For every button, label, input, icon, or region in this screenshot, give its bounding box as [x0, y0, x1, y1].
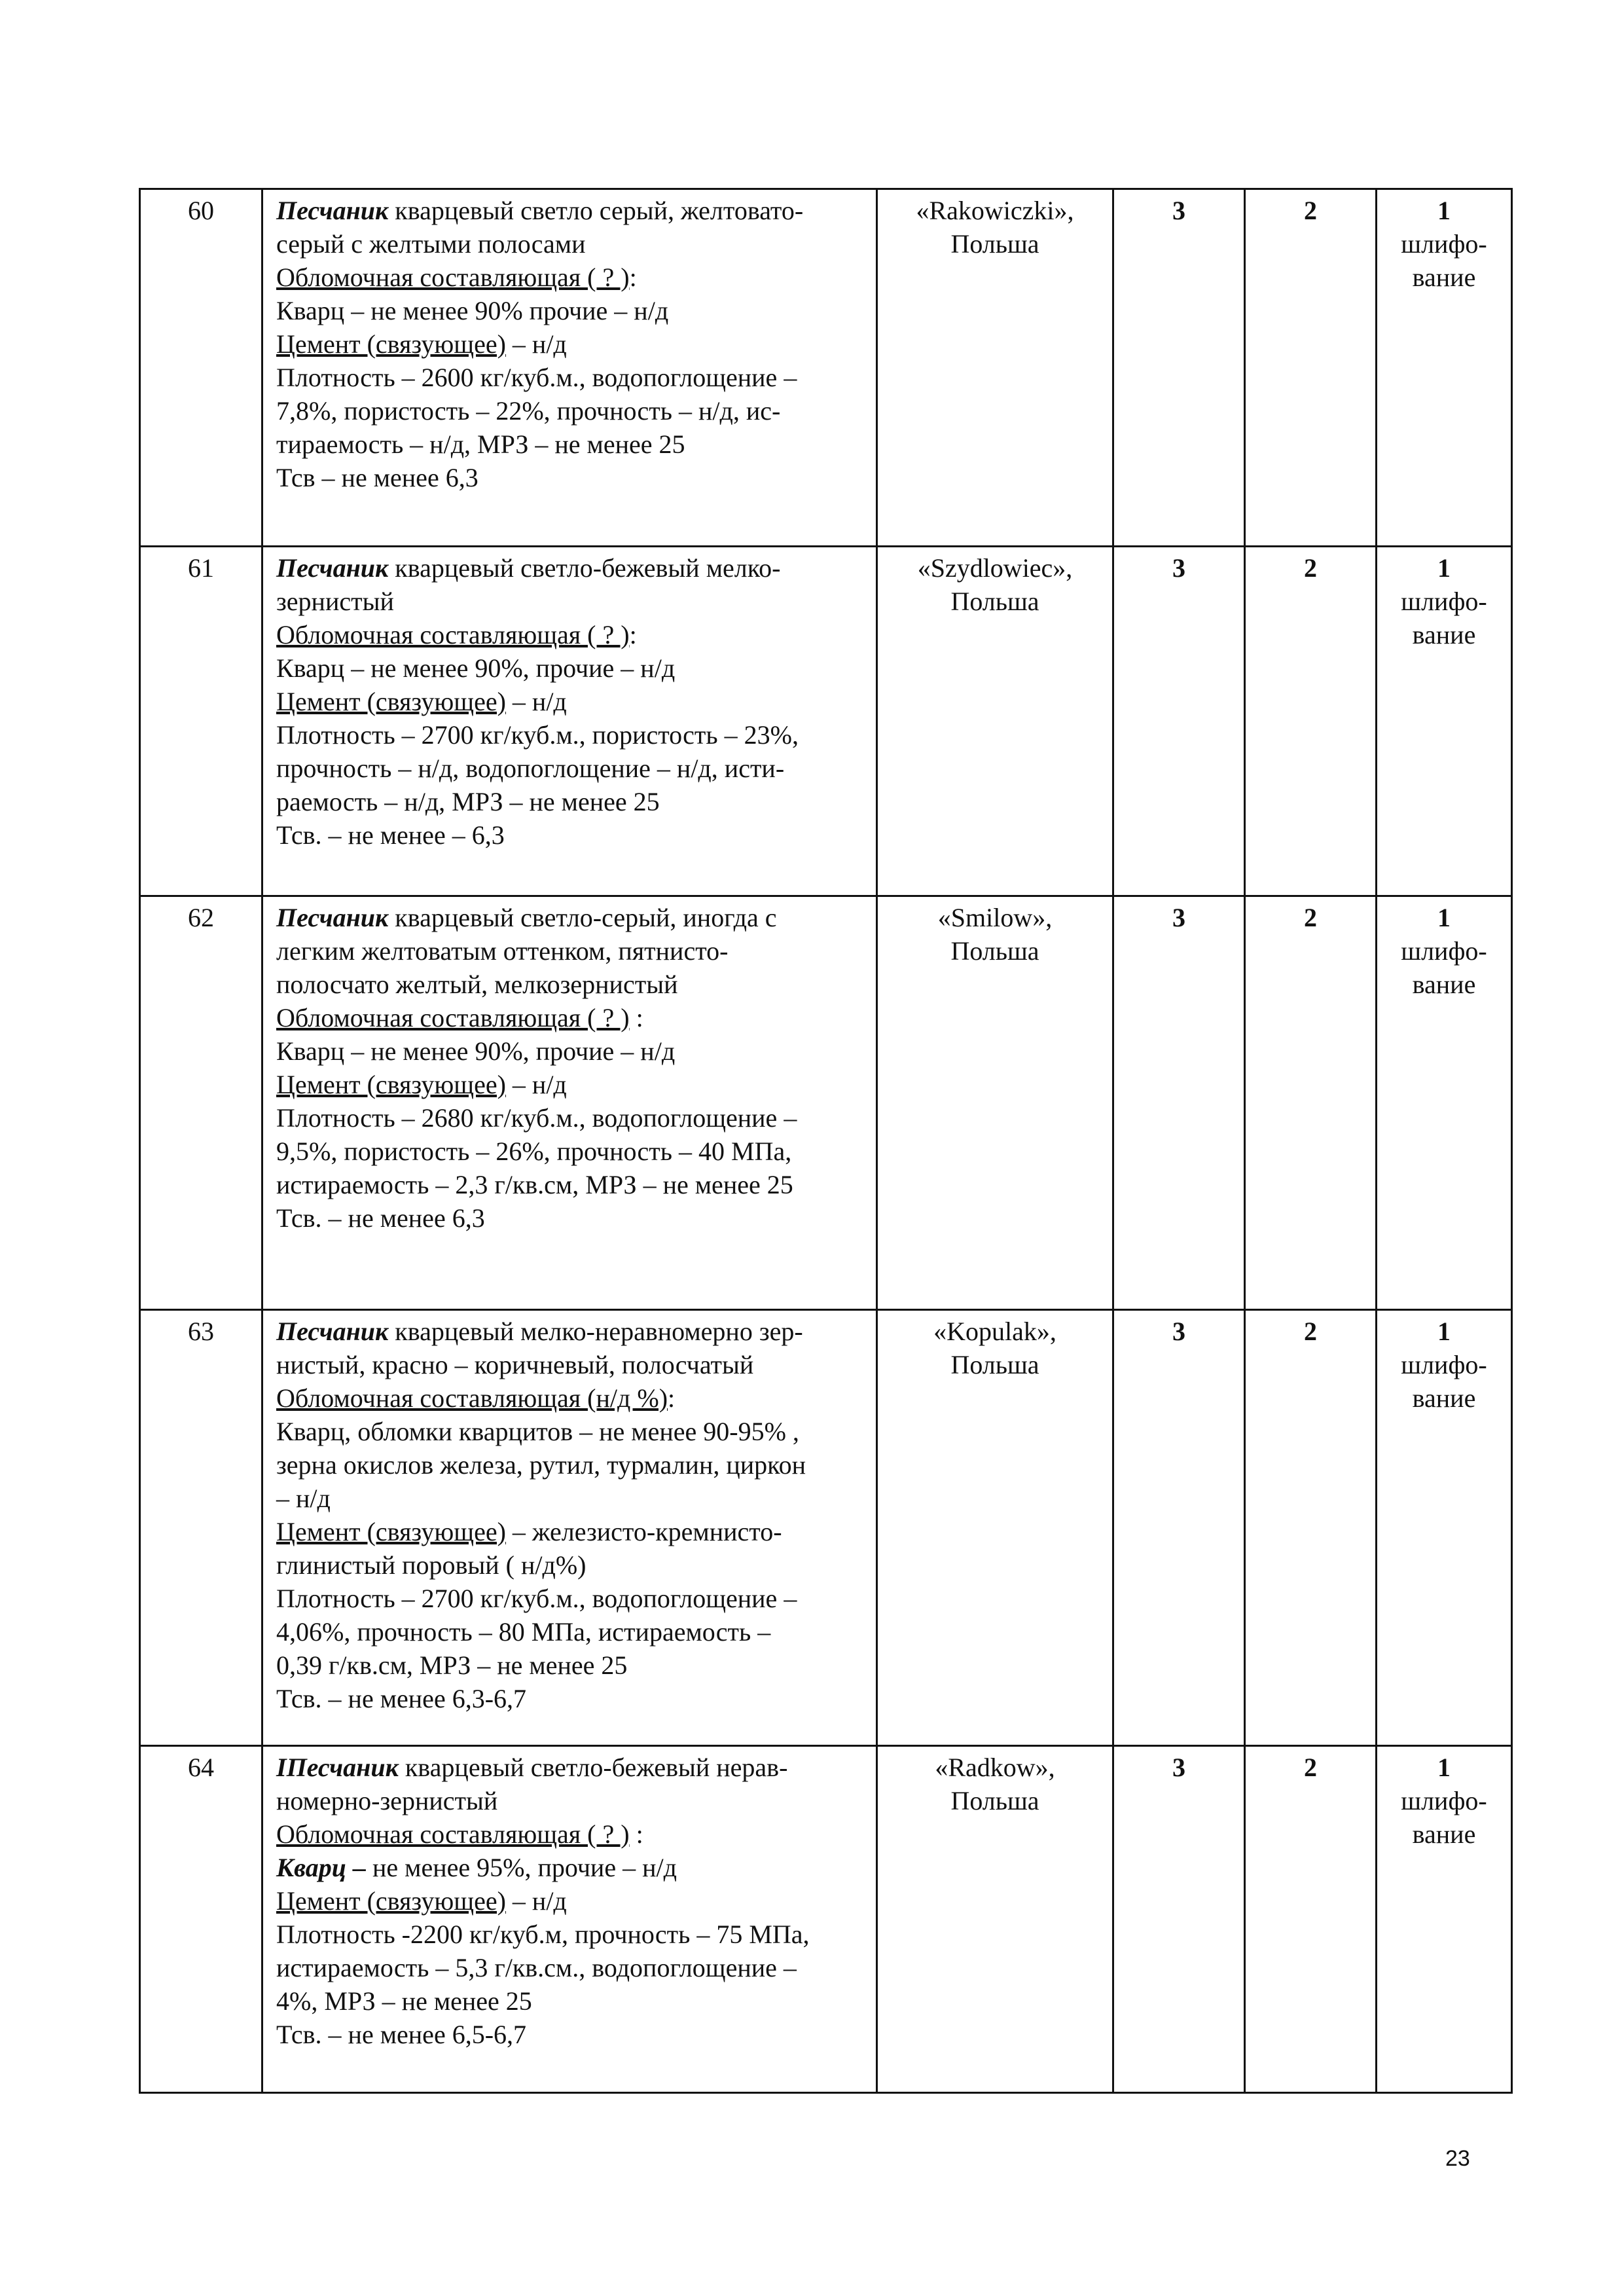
origin-cell [877, 547, 1113, 896]
processing-cell [1377, 189, 1512, 547]
props-line: 7,8%, пористость – 22%, прочность – н/д, ис- [276, 396, 781, 426]
row-number: 61 [140, 547, 262, 896]
origin-cell [877, 1310, 1113, 1746]
stone-description [262, 189, 877, 547]
cement-line: глинистый поровый ( н/д%) [276, 1550, 586, 1580]
processing-cell [1377, 1310, 1512, 1746]
table-row [140, 1310, 1512, 1746]
processing-text: вание [1412, 970, 1476, 999]
props-line: Плотность – 2700 кг/куб.м., водопоглощение – [276, 1584, 797, 1613]
stone-name: Песчаник [276, 553, 389, 583]
col-a-value: 3 [1113, 547, 1245, 896]
fragment-suffix: : [668, 1383, 676, 1413]
processing-cell [1377, 547, 1512, 896]
col-b-value: 2 [1245, 896, 1377, 1310]
props-line: Тсв. – не менее 6,3-6,7 [276, 1684, 527, 1713]
desc-line: кварцевый светло-серый, иногда с [388, 903, 777, 932]
fragment-label: Обломочная составляющая ( ? ) [276, 1003, 630, 1032]
cement-suffix: – н/д [505, 1886, 567, 1916]
row-number: 62 [140, 896, 262, 1310]
origin-country: Польша [950, 1786, 1039, 1815]
fragment-suffix: : [629, 1003, 643, 1032]
desc-line: серый с желтыми полосами [276, 229, 586, 259]
stone-description [262, 1746, 877, 2093]
processing-number: 1 [1437, 553, 1451, 583]
stone-name: Песчаник [276, 196, 389, 225]
col-a-value: 3 [1113, 189, 1245, 547]
props-line: прочность – н/д, водопоглощение – н/д, исти- [276, 754, 785, 783]
fragment-label: Обломочная составляющая (н/д %) [276, 1383, 668, 1413]
origin-name: «Szydlowiec», [917, 553, 1073, 583]
props-line: Тсв. – не менее – 6,3 [276, 820, 505, 850]
row-number: 63 [140, 1310, 262, 1746]
cement-label: Цемент (связующее) [276, 329, 506, 359]
processing-number: 1 [1437, 903, 1451, 932]
processing-text: шлифо- [1401, 1350, 1487, 1379]
props-line: истираемость – 2,3 г/кв.см, МРЗ – не менее 25 [276, 1170, 793, 1199]
processing-number: 1 [1437, 196, 1451, 225]
stone-name: IПесчаник [276, 1753, 399, 1782]
page-number: 23 [1445, 2146, 1470, 2171]
cement-suffix: – н/д [505, 329, 567, 359]
origin-country: Польша [950, 587, 1039, 616]
props-line: Тсв – не менее 6,3 [276, 463, 478, 492]
fragment-label: Обломочная составляющая ( ? ) [276, 620, 630, 649]
desc-line: кварцевый светло серый, желтовато- [388, 196, 804, 225]
col-a-value: 3 [1113, 1310, 1245, 1746]
props-line: истираемость – 5,3 г/кв.см., водопоглощение – [276, 1953, 797, 1982]
stone-name: Песчаник [276, 903, 389, 932]
processing-text: вание [1412, 620, 1476, 649]
quartz-line: Кварц – не менее 90%, прочие – н/д [276, 1036, 676, 1066]
desc-line: легким желтоватым оттенком, пятнисто- [276, 936, 729, 966]
fragment-suffix: : [629, 1819, 643, 1849]
props-line: 4%, МРЗ – не менее 25 [276, 1986, 532, 2016]
desc-line: номерно-зернистый [276, 1786, 498, 1815]
processing-text: шлифо- [1401, 229, 1487, 259]
origin-country: Польша [950, 229, 1039, 259]
origin-cell [877, 1746, 1113, 2093]
origin-name: «Kopulak», [933, 1317, 1056, 1346]
cement-label: Цемент (связующее) [276, 1886, 506, 1916]
props-line: Тсв. – не менее 6,3 [276, 1203, 485, 1233]
processing-text: вание [1412, 1383, 1476, 1413]
processing-cell [1377, 896, 1512, 1310]
col-a-value: 3 [1113, 1746, 1245, 2093]
processing-text: шлифо- [1401, 1786, 1487, 1815]
cement-suffix: – н/д [505, 1070, 567, 1099]
cement-label: Цемент (связующее) [276, 687, 506, 716]
origin-country: Польша [950, 1350, 1039, 1379]
quartz-line: Кварц – не менее 90%, прочие – н/д [276, 653, 676, 683]
col-b-value: 2 [1245, 189, 1377, 547]
quartz-label: Кварц – [276, 1853, 366, 1882]
origin-name: «Radkow», [935, 1753, 1055, 1782]
props-line: 4,06%, прочность – 80 МПа, истираемость – [276, 1617, 771, 1647]
origin-cell [877, 896, 1113, 1310]
desc-line: зернистый [276, 587, 394, 616]
processing-text: вание [1412, 263, 1476, 292]
quartz-line: зерна окислов железа, рутил, турмалин, циркон [276, 1450, 806, 1480]
quartz-line: не менее 95%, прочие – н/д [365, 1853, 677, 1882]
desc-line: кварцевый светло-бежевый мелко- [388, 553, 781, 583]
stone-description [262, 896, 877, 1310]
table-row [140, 896, 1512, 1310]
cement-label: Цемент (связующее) [276, 1517, 506, 1546]
cement-label: Цемент (связующее) [276, 1070, 506, 1099]
fragment-suffix: : [629, 620, 637, 649]
desc-line: кварцевый мелко-неравномерно зер- [388, 1317, 803, 1346]
props-line: Плотность -2200 кг/куб.м, прочность – 75 МПа, [276, 1920, 810, 1949]
col-b-value: 2 [1245, 1746, 1377, 2093]
origin-name: «Rakowiczki», [916, 196, 1074, 225]
quartz-line: Кварц – не менее 90% прочие – н/д [276, 296, 669, 325]
stone-name: Песчаник [276, 1317, 389, 1346]
props-line: Тсв. – не менее 6,5-6,7 [276, 2020, 527, 2049]
props-line: тираемость – н/д, МРЗ – не менее 25 [276, 429, 685, 459]
col-b-value: 2 [1245, 1310, 1377, 1746]
processing-number: 1 [1437, 1753, 1451, 1782]
table-row [140, 1746, 1512, 2093]
stone-description [262, 1310, 877, 1746]
props-line: 0,39 г/кв.см, МРЗ – не менее 25 [276, 1650, 628, 1680]
stone-specs-table [139, 188, 1513, 2094]
fragment-suffix: : [629, 263, 637, 292]
quartz-line: Кварц, обломки кварцитов – не менее 90-95% , [276, 1417, 799, 1446]
stone-description [262, 547, 877, 896]
col-a-value: 3 [1113, 896, 1245, 1310]
desc-line: кварцевый светло-бежевый нерав- [398, 1753, 788, 1782]
quartz-line: – н/д [276, 1484, 331, 1513]
desc-line: полосчато желтый, мелкозернистый [276, 970, 678, 999]
origin-name: «Smilow», [937, 903, 1053, 932]
props-line: Плотность – 2600 кг/куб.м., водопоглощение – [276, 363, 797, 392]
table-row [140, 189, 1512, 547]
cement-suffix: – н/д [505, 687, 567, 716]
col-b-value: 2 [1245, 547, 1377, 896]
fragment-label: Обломочная составляющая ( ? ) [276, 263, 630, 292]
props-line: Плотность – 2700 кг/куб.м., пористость – 23%, [276, 720, 799, 750]
cement-suffix: – железисто-кремнисто- [505, 1517, 782, 1546]
props-line: Плотность – 2680 кг/куб.м., водопоглощение – [276, 1103, 797, 1133]
props-line: раемость – н/д, МРЗ – не менее 25 [276, 787, 660, 816]
row-number: 60 [140, 189, 262, 547]
row-number: 64 [140, 1746, 262, 2093]
origin-cell [877, 189, 1113, 547]
desc-line: нистый, красно – коричневый, полосчатый [276, 1350, 754, 1379]
processing-number: 1 [1437, 1317, 1451, 1346]
processing-text: шлифо- [1401, 587, 1487, 616]
origin-country: Польша [950, 936, 1039, 966]
processing-cell [1377, 1746, 1512, 2093]
table-row [140, 547, 1512, 896]
props-line: 9,5%, пористость – 26%, прочность – 40 МПа, [276, 1137, 792, 1166]
processing-text: вание [1412, 1819, 1476, 1849]
fragment-label: Обломочная составляющая ( ? ) [276, 1819, 630, 1849]
processing-text: шлифо- [1401, 936, 1487, 966]
